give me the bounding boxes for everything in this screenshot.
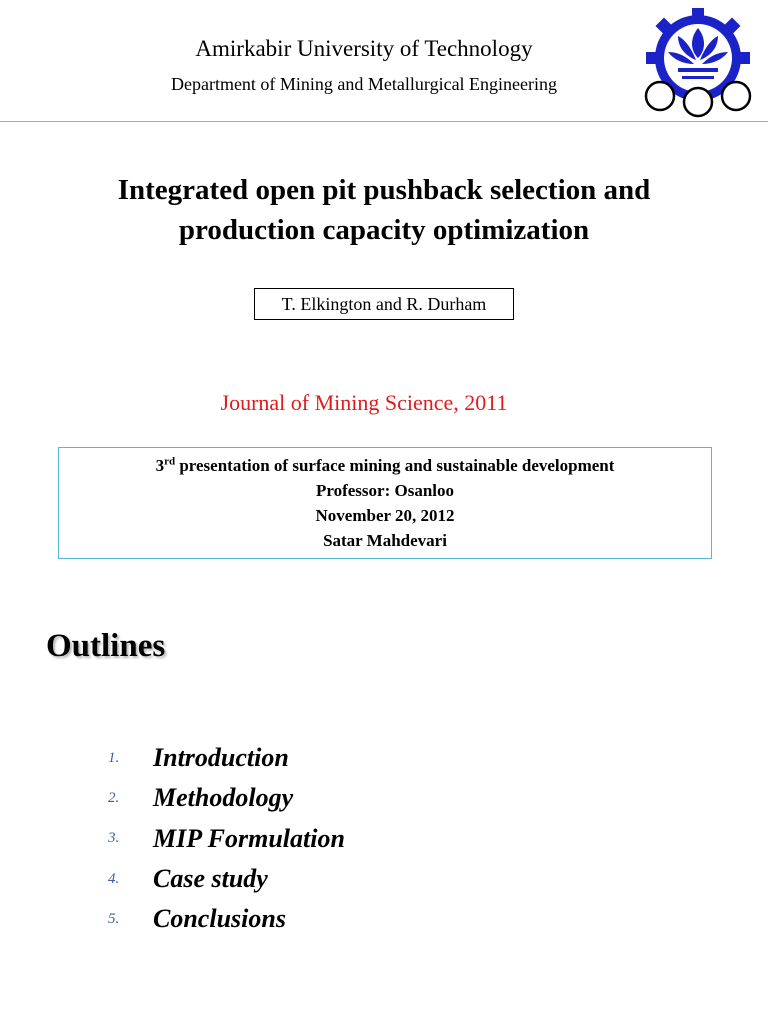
- outline-label: Introduction: [153, 743, 289, 773]
- professor-line: Professor: Osanloo: [315, 481, 455, 500]
- outline-item: [108, 859, 345, 899]
- university-logo: [638, 6, 760, 118]
- outline-number: 5.: [108, 910, 120, 927]
- outline-number: 3.: [108, 830, 120, 847]
- presentation-info-box: [58, 447, 712, 559]
- outline-item: [108, 738, 345, 778]
- university-name: Amirkabir University of Technology: [195, 36, 533, 61]
- title-line-1: Integrated open pit pushback selection and: [117, 174, 651, 206]
- outline-item: [108, 899, 345, 939]
- presentation-ordinal-suffix: rd: [164, 455, 176, 468]
- outline-label: Conclusions: [153, 904, 286, 934]
- outline-label: Methodology: [153, 783, 294, 813]
- outline-list: [108, 738, 345, 939]
- outline-label: Case study: [153, 864, 268, 894]
- slide-header: [0, 0, 768, 120]
- outline-label: MIP Formulation: [153, 823, 345, 853]
- outlines-heading: Outlines: [46, 628, 166, 664]
- outline-number: 1.: [108, 749, 120, 766]
- date-line: November 20, 2012: [315, 506, 455, 525]
- outline-number: 2.: [108, 789, 120, 806]
- authors-box: T. Elkington and R. Durham: [254, 288, 514, 320]
- paper-title: [30, 170, 738, 250]
- department-name: Department of Mining and Metallurgical Engineering: [170, 74, 558, 94]
- outline-number: 4.: [108, 870, 120, 887]
- presentation-line: [59, 453, 711, 478]
- header-divider: [0, 121, 768, 122]
- outline-item: [108, 778, 345, 818]
- journal-citation: Journal of Mining Science, 2011: [220, 390, 508, 415]
- title-line-2: production capacity optimization: [178, 214, 590, 246]
- presenter-line: Satar Mahdevari: [323, 531, 447, 550]
- presentation-ordinal: 3: [155, 456, 165, 475]
- outline-item: [108, 819, 345, 859]
- presentation-description: presentation of surface mining and sustainable development: [175, 456, 615, 475]
